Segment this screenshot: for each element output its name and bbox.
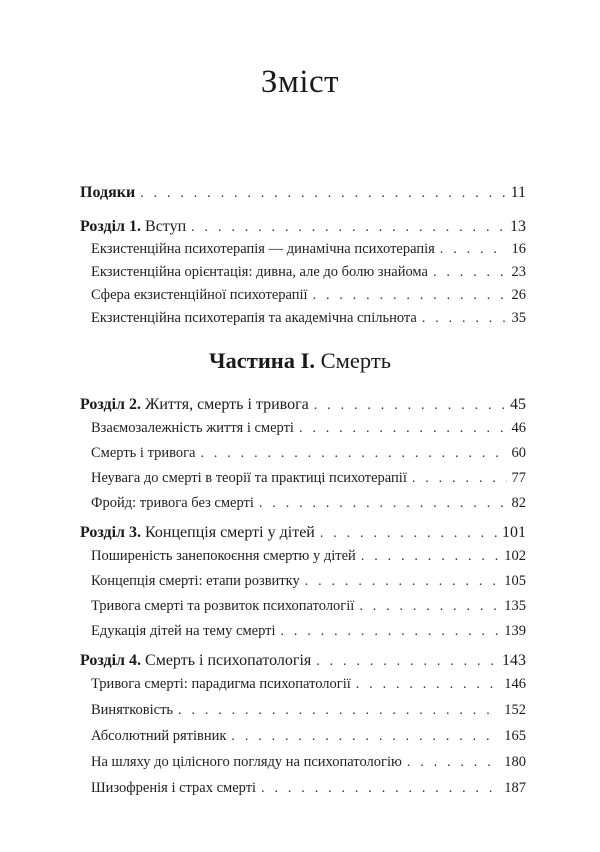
entry-label: Абсолютний рятівник <box>91 728 227 744</box>
page-number: 26 <box>511 287 526 303</box>
chapter-heading[interactable] <box>80 524 526 548</box>
toc-subentry[interactable] <box>80 310 526 333</box>
page-number: 187 <box>504 780 526 796</box>
chapter-heading[interactable] <box>80 652 526 676</box>
toc-chapter-3 <box>80 524 526 648</box>
dot-leader <box>261 781 499 797</box>
toc-entry-acknowledgments[interactable] <box>80 184 526 202</box>
dot-leader <box>359 599 499 615</box>
dot-leader <box>361 549 499 565</box>
entry-label: Екзистенційна психотерапія та академічна спільнота <box>91 310 417 326</box>
toc-subentry[interactable] <box>80 598 526 623</box>
entry-label: Неувага до смерті в теорії та практиці психотерапії <box>91 470 407 486</box>
chapter-prefix: Розділ 3. <box>80 524 142 541</box>
chapter-name: Життя, смерть і тривога <box>145 396 309 413</box>
dot-leader <box>407 755 499 771</box>
dot-leader <box>178 703 499 719</box>
dot-leader <box>305 574 500 590</box>
page-number: 82 <box>511 495 526 511</box>
page-number: 165 <box>504 728 526 744</box>
part-prefix: Частина І. <box>209 348 316 373</box>
entry-label: Смерть і тривога <box>91 445 196 461</box>
toc-subentry[interactable] <box>80 573 526 598</box>
entry-label: Екзистенційна психотерапія — динамічна психотерапія <box>91 241 435 257</box>
toc-subentry[interactable] <box>80 495 526 520</box>
entry-label: Поширеність занепокоєння смертю у дітей <box>91 548 356 564</box>
page-number: 11 <box>510 184 526 201</box>
chapter-prefix: Розділ 1. <box>80 218 142 235</box>
entry-label: Фройд: тривога без смерті <box>91 495 254 511</box>
dot-leader <box>140 186 505 202</box>
toc-subentry[interactable] <box>80 754 526 780</box>
toc-chapter-4 <box>80 652 526 806</box>
dot-leader <box>422 311 507 327</box>
dot-leader <box>281 624 500 640</box>
toc-subentry[interactable] <box>80 780 526 806</box>
page-number: 46 <box>511 420 526 436</box>
page-number: 135 <box>504 598 526 614</box>
part-title <box>0 348 600 374</box>
page-number: 23 <box>511 264 526 280</box>
dot-leader <box>191 220 505 236</box>
part-name: Смерть <box>320 348 391 373</box>
toc-subentry[interactable] <box>80 264 526 287</box>
entry-label: Екзистенційна орієнтація: дивна, але до болю знайома <box>91 264 428 280</box>
toc-subentry[interactable] <box>80 420 526 445</box>
dot-leader <box>259 496 507 512</box>
page-number: 180 <box>504 754 526 770</box>
chapter-name: Концепція смерті у дітей <box>145 524 315 541</box>
chapter-heading[interactable] <box>80 396 526 420</box>
entry-label: Подяки <box>80 184 136 201</box>
dot-leader <box>356 677 499 693</box>
page-number: 45 <box>510 396 526 413</box>
dot-leader <box>440 242 507 258</box>
entry-label: На шляху до цілісного погляду на психопатологію <box>91 754 402 770</box>
dot-leader <box>320 526 497 542</box>
toc-chapter-1 <box>80 218 526 333</box>
entry-label: Шизофренія і страх смерті <box>91 780 257 796</box>
page-number: 16 <box>511 241 526 257</box>
chapter-name: Вступ <box>145 218 187 235</box>
page-number: 146 <box>504 676 526 692</box>
dot-leader <box>412 471 507 487</box>
entry-label: Концепція смерті: етапи розвитку <box>91 573 300 589</box>
toc-chapter-2 <box>80 396 526 520</box>
dot-leader <box>313 288 507 304</box>
entry-label: Винятковість <box>91 702 174 718</box>
toc-subentry[interactable] <box>80 623 526 648</box>
page-number: 77 <box>511 470 526 486</box>
entry-label: Тривога смерті: парадигма психопатології <box>91 676 351 692</box>
dot-leader <box>200 446 506 462</box>
entry-label: Едукація дітей на тему смерті <box>91 623 276 639</box>
page-number: 13 <box>510 218 526 235</box>
page-number: 35 <box>511 310 526 326</box>
entry-label: Тривога смерті та розвиток психопатології <box>91 598 355 614</box>
dot-leader <box>299 421 507 437</box>
dot-leader <box>314 398 505 414</box>
chapter-prefix: Розділ 2. <box>80 396 142 413</box>
toc-subentry[interactable] <box>80 676 526 702</box>
toc-subentry[interactable] <box>80 470 526 495</box>
chapter-name: Смерть і психопатологія <box>145 652 312 669</box>
chapter-heading[interactable] <box>80 218 526 241</box>
page-number: 152 <box>504 702 526 718</box>
page-number: 105 <box>504 573 526 589</box>
dot-leader <box>231 729 499 745</box>
toc-subentry[interactable] <box>80 287 526 310</box>
page-number: 60 <box>511 445 526 461</box>
toc-front-matter <box>80 184 526 202</box>
page-number: 101 <box>502 524 526 541</box>
entry-label: Сфера екзистенційної психотерапії <box>91 287 308 303</box>
page-number: 143 <box>502 652 526 669</box>
toc-subentry[interactable] <box>80 702 526 728</box>
page-number: 139 <box>504 623 526 639</box>
toc-subentry[interactable] <box>80 728 526 754</box>
toc-subentry[interactable] <box>80 241 526 264</box>
entry-label: Взаємозалежність життя і смерті <box>91 420 294 436</box>
page-title: Зміст <box>260 64 340 100</box>
page-number: 102 <box>504 548 526 564</box>
toc-subentry[interactable] <box>80 548 526 573</box>
dot-leader <box>316 654 497 670</box>
toc-subentry[interactable] <box>80 445 526 470</box>
chapter-prefix: Розділ 4. <box>80 652 142 669</box>
dot-leader <box>433 265 507 281</box>
